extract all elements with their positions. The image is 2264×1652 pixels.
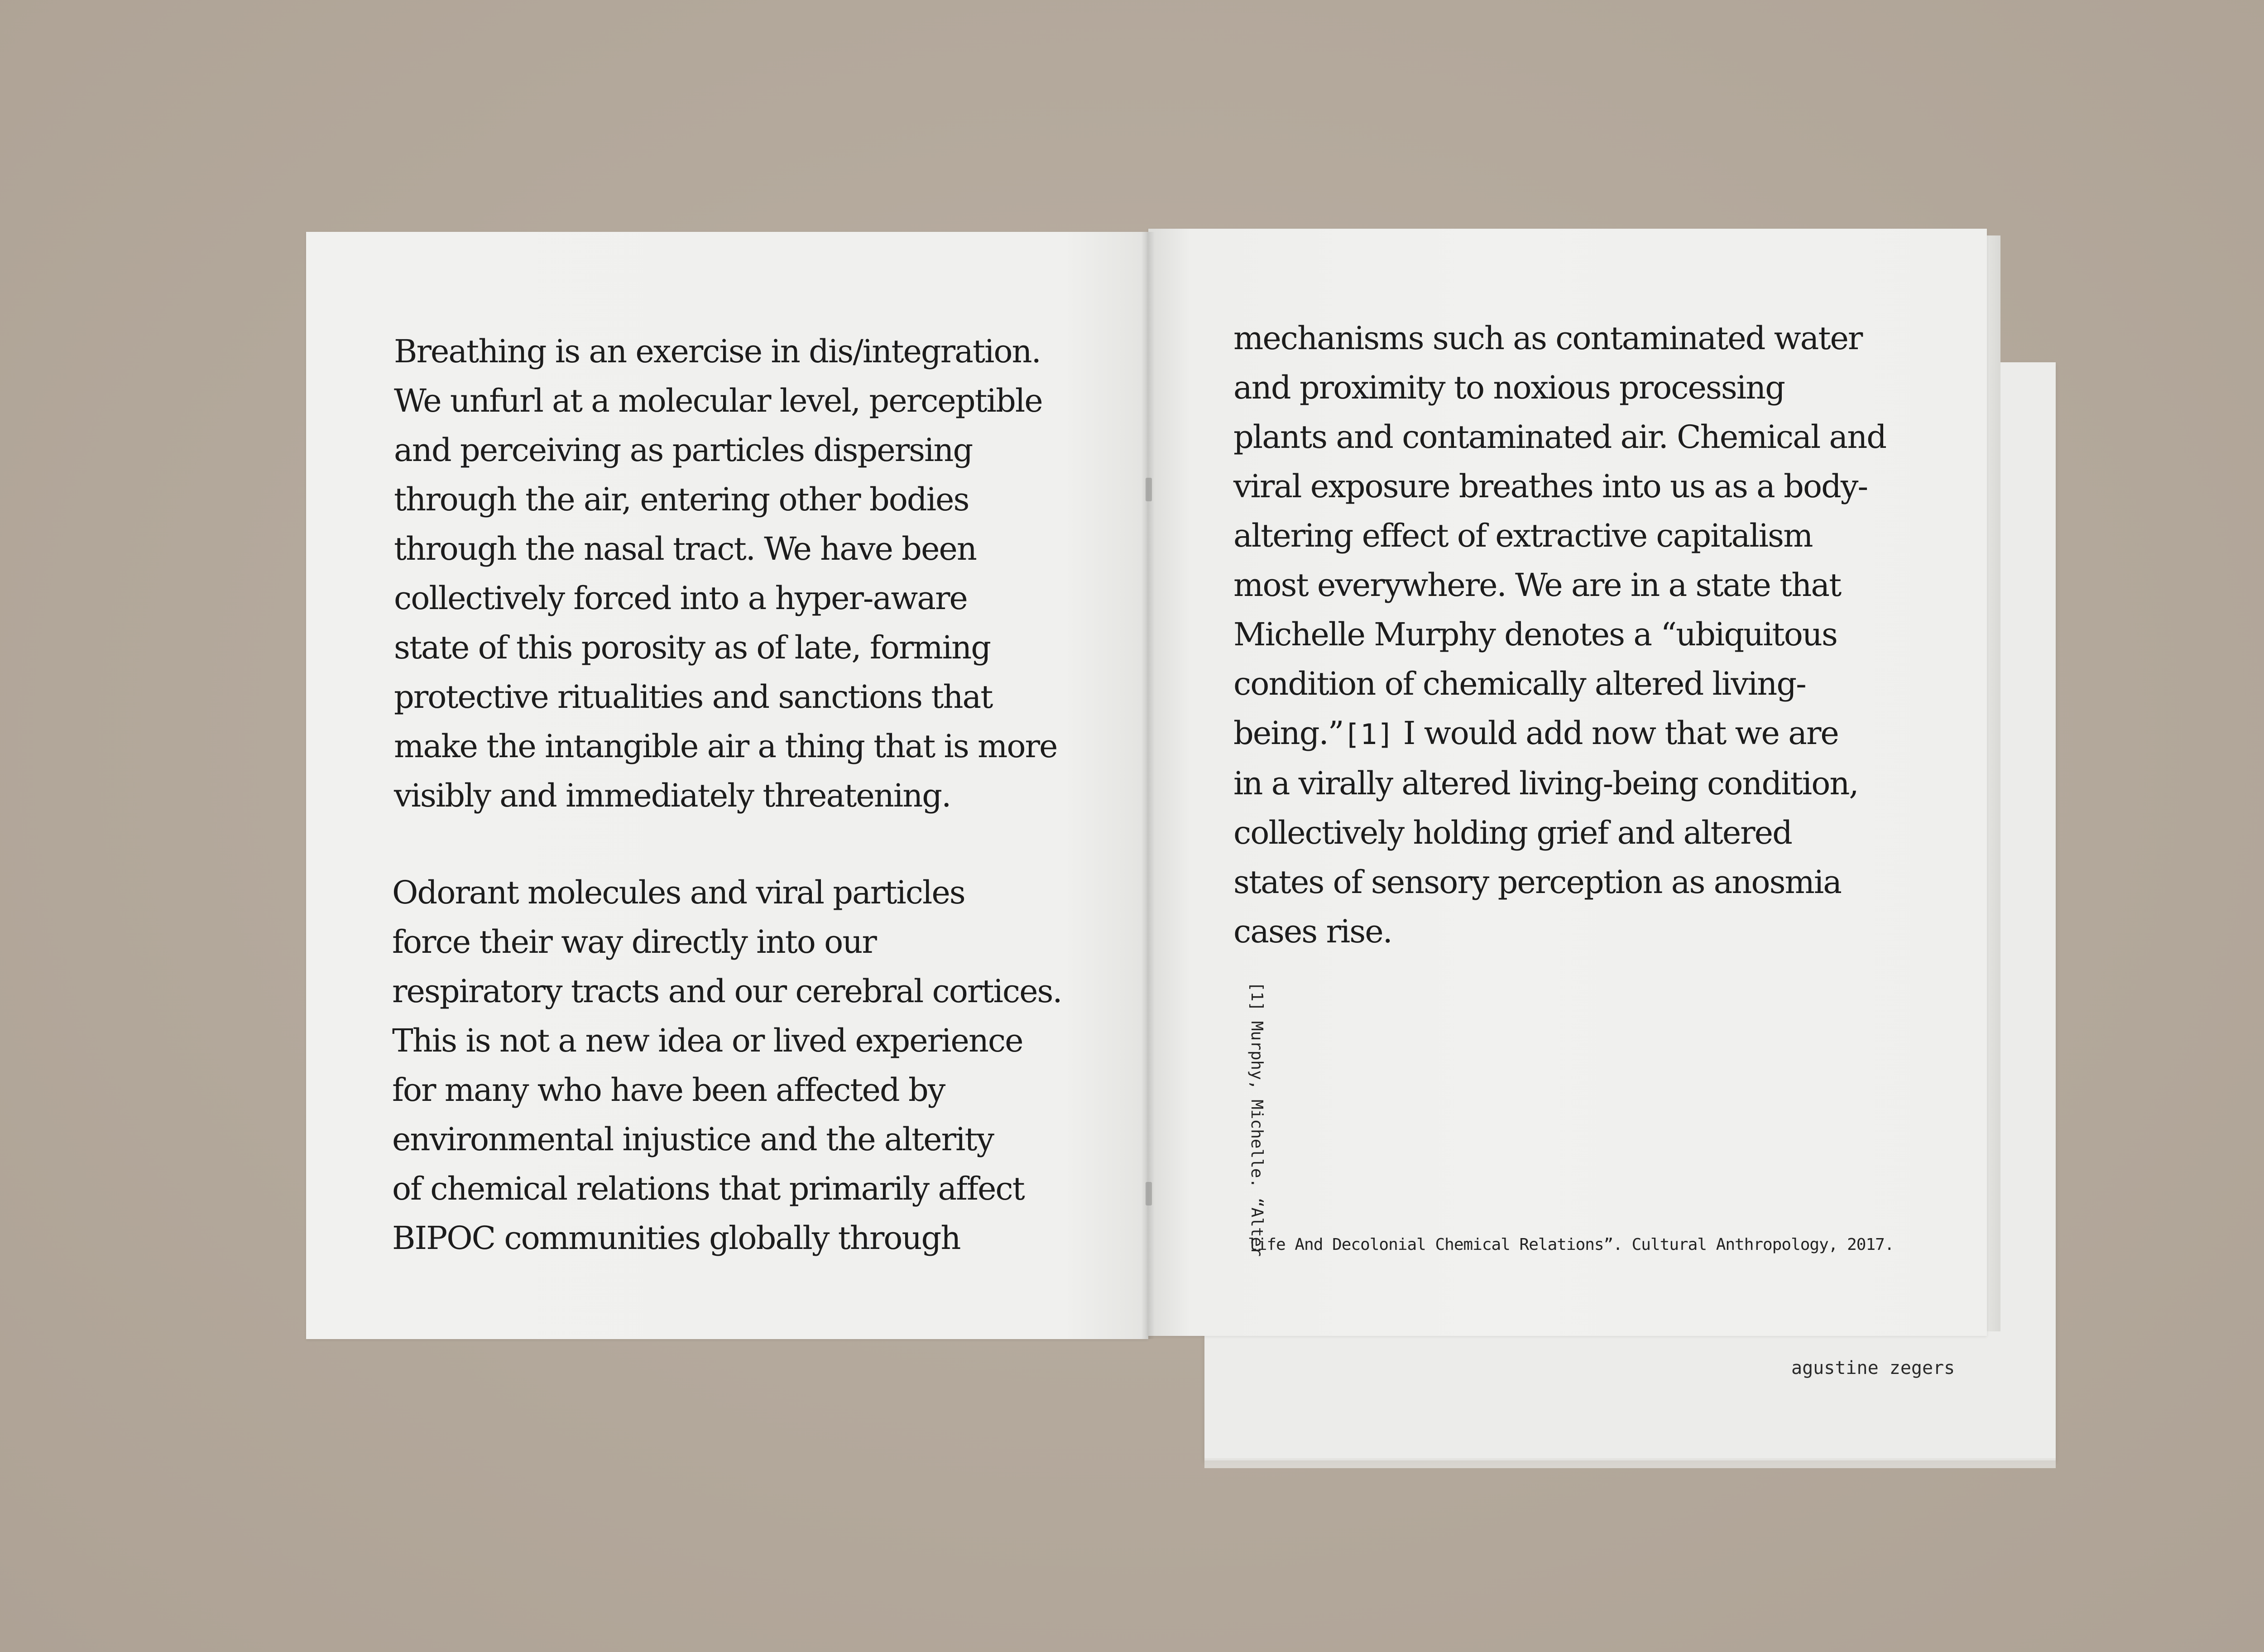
footnote-vertical-text: [1] Murphy, Michelle. “Alter bbox=[1247, 982, 1266, 1257]
back-sheet-edge bbox=[1204, 1458, 2056, 1468]
right-paragraph-text-start: mechanisms such as contaminated water and proximity to noxious processing plants and contaminated air. Chemical and viral exposure breathes into us as a body- altering effect of extractive capitalism most everywhere. We are in a state that Michelle Murphy denotes a “ubiquitous condition of chemically altered living- being.” bbox=[1233, 320, 1886, 752]
footnote-vertical bbox=[1244, 982, 1276, 1263]
right-paragraph-text-end: I would add now that we are in a virally altered living-being condition, collectively holding grief and altered states of sensory perception as anosmia cases rise. bbox=[1233, 715, 1858, 950]
right-paragraph bbox=[1233, 314, 1967, 956]
left-paragraph-2: Odorant molecules and viral particles force their way directly into our respiratory tracts and our cerebral cortices. This is not a new idea or lived experience for many who have been affected by environmental injustice and the alterity of chemical relations that primarily affect BIPOC communities globally through bbox=[392, 874, 1062, 1257]
footnote-marker: [1] bbox=[1343, 718, 1394, 751]
staple bbox=[1146, 1182, 1152, 1205]
staple bbox=[1146, 478, 1152, 501]
author-credit: agustine zegers bbox=[1791, 1358, 1955, 1378]
left-paragraph-1: Breathing is an exercise in dis/integration. We unfurl at a molecular level, perceptible and perceiving as particles dispersing through the air, entering other bodies through the nasal tract. We have been collectively forced into a hyper-aware state of this porosity as of late, forming protective ritualities and sanctions that make the intangible air a thing that is more visibly and immediately threatening. bbox=[394, 333, 1057, 814]
book-gutter bbox=[1141, 232, 1155, 1339]
footnote-horizontal-text: life And Decolonial Chemical Relations”. Cultural Anthropology, 2017. bbox=[1248, 1235, 1894, 1254]
